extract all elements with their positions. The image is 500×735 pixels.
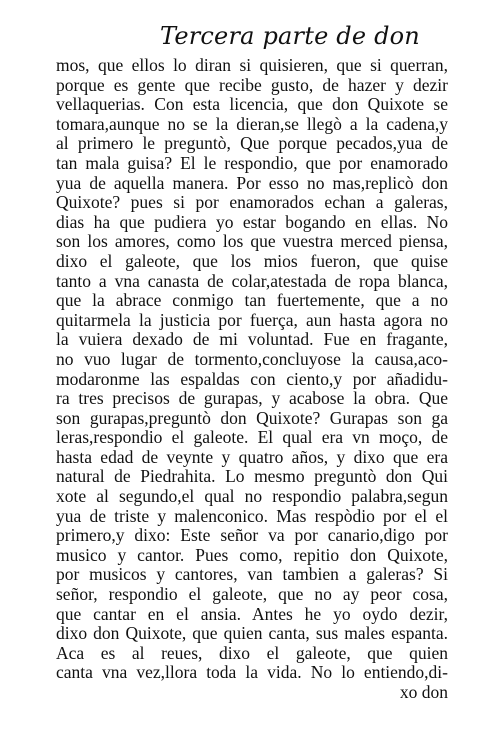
text-line: musico y cantor. Pues como, repitio don Quixote, xyxy=(56,545,448,565)
text-line: hasta edad de veynte y quatro años, y dixo que era xyxy=(56,447,448,467)
text-line: dixo el galeote, que los mios fueron, que quise xyxy=(56,251,448,271)
text-line: Aca es al reues, dixo el galeote, que quien xyxy=(56,643,448,663)
text-line: al primero le preguntò, Que porque pecados,yua de xyxy=(56,134,448,154)
text-line: quitarmela la justicia por fuerça, aun hasta agora no xyxy=(56,310,448,330)
text-line: modaronme las espaldas con ciento,y por añadidu- xyxy=(56,369,448,389)
text-line: la vuiera dexado de mi voluntad. Fue en fragante, xyxy=(56,330,448,350)
text-line: no vuo lugar de tormento,concluyose la causa,aco- xyxy=(56,349,448,369)
text-line: tan mala guisa? El le respondio, que por enamorado xyxy=(56,153,448,173)
text-line: primero,y dixo: Este señor va por canario,digo por xyxy=(56,526,448,546)
text-line: señor, respondio el galeote, que no ay peor cosa, xyxy=(56,585,448,605)
text-line: vellaquerias. Con esta licencia, que don Quixote se xyxy=(56,95,448,115)
text-line: dixo don Quixote, que quien canta, sus males espanta. xyxy=(56,624,448,644)
running-head: Tercera parte de don xyxy=(160,22,420,50)
text-line: son los amores, como los que vuestra merced piensa, xyxy=(56,232,448,252)
text-line: mos, que ellos lo diran si quisieren, que si querran, xyxy=(56,56,448,75)
text-line: ra tres precisos de gurapas, y acabose la obra. Que xyxy=(56,389,448,409)
text-line: que cantar en el ansia. Antes he yo oydo dezir, xyxy=(56,604,448,624)
text-line: leras,respondio el galeote. El qual era vn moço, de xyxy=(56,428,448,448)
catchword: xo don xyxy=(399,683,448,702)
text-line: Quixote? pues si por enamorados echan a galeras, xyxy=(56,193,448,213)
text-line: por musicos y cantores, van tambien a galeras? Si xyxy=(56,565,448,585)
text-line: tomara,aunque no se la dieran,se llegò a la cadena,y xyxy=(56,114,448,134)
text-line: yua de aquella manera. Por esso no mas,replicò don xyxy=(56,173,448,193)
text-line: que la abrace conmigo tan fuertemente, que a no xyxy=(56,291,448,311)
text-line: yua de triste y malenconico. Mas respòdio por el el xyxy=(56,506,448,526)
text-line: canta vna vez,llora toda la vida. No lo entiendo,di- xyxy=(56,663,448,683)
text-line: porque es gente que recibe gusto, de hazer y dezir xyxy=(56,75,448,95)
text-block xyxy=(56,56,448,703)
text-line: tanto a vna canasta de colar,atestada de ropa blanca, xyxy=(56,271,448,291)
text-line: dias ha que pudiera yo estar bogando en ellas. No xyxy=(56,212,448,232)
text-line: xote al segundo,el qual no respondio palabra,segun xyxy=(56,487,448,507)
text-line: son gurapas,preguntò don Quixote? Gurapas son ga xyxy=(56,408,448,428)
text-line: natural de Piedrahita. Lo mesmo preguntò don Qui xyxy=(56,467,448,487)
